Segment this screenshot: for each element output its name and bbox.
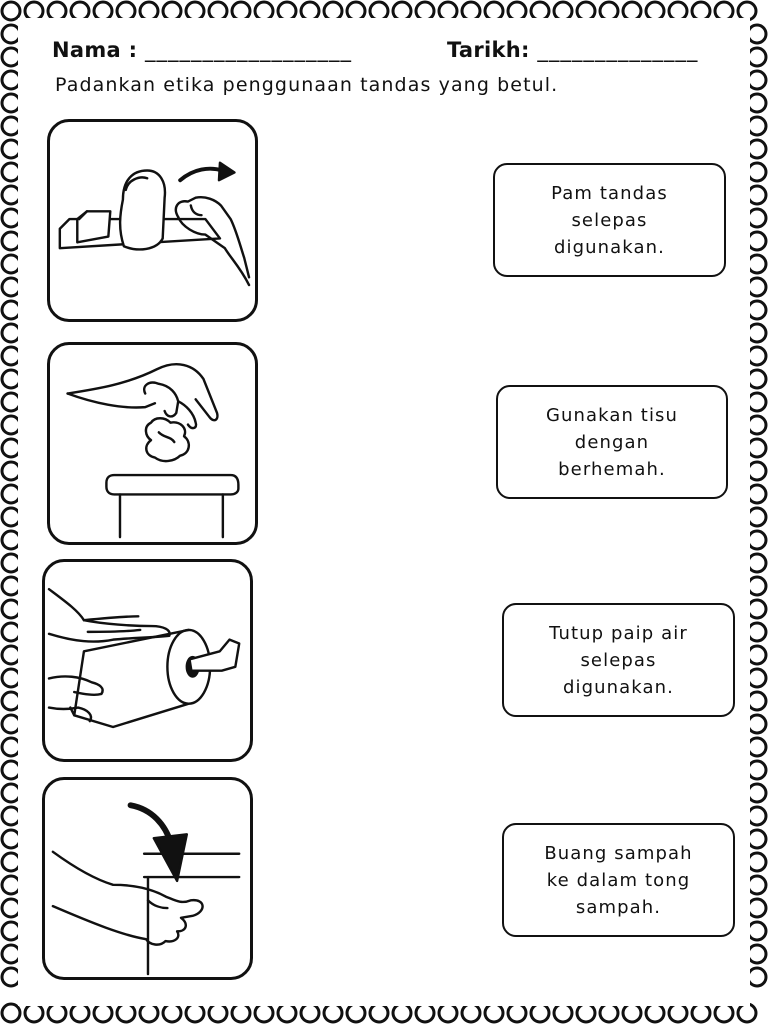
border-scallop (232, 2, 250, 20)
border-scallop (748, 48, 766, 66)
border-scallop (748, 71, 766, 89)
border-scallop (600, 1004, 618, 1022)
border-scallop (255, 2, 273, 20)
border-scallop (748, 278, 766, 296)
border-scallop (2, 278, 20, 296)
border-scallop (2, 508, 20, 526)
border-scallop (2, 577, 20, 595)
border-scallop (439, 1004, 457, 1022)
picture-card-tap[interactable] (47, 119, 258, 322)
border-scallop (2, 209, 20, 227)
border-scallop (2, 71, 20, 89)
border-scallop (748, 301, 766, 319)
border-scallop (71, 1004, 89, 1022)
border-scallop (209, 1004, 227, 1022)
border-scallop (646, 1004, 664, 1022)
border-scallop (748, 646, 766, 664)
border-scallop (623, 1004, 641, 1022)
border-scallop (370, 1004, 388, 1022)
border-scallop (2, 94, 20, 112)
border-scallop (370, 2, 388, 20)
border-scallop (748, 784, 766, 802)
border-scallop (2, 370, 20, 388)
border-scallop (715, 2, 733, 20)
border-scallop (748, 140, 766, 158)
border-scallop (462, 2, 480, 20)
border-scallop (748, 531, 766, 549)
border-scallop (748, 209, 766, 227)
border-scallop (669, 2, 687, 20)
border-scallop (748, 876, 766, 894)
border-scallop (2, 2, 20, 20)
border-scallop (2, 853, 20, 871)
border-scallop (163, 1004, 181, 1022)
border-scallop (25, 2, 43, 20)
border-scallop (577, 1004, 595, 1022)
border-scallop (2, 1004, 20, 1022)
border-scallop (393, 1004, 411, 1022)
picture-card-flush[interactable] (42, 777, 253, 980)
border-scallop (748, 255, 766, 273)
border-scallop (2, 531, 20, 549)
border-scallop (278, 2, 296, 20)
flush-toilet-icon (45, 780, 250, 977)
border-scallop (508, 2, 526, 20)
border-scallop (324, 2, 342, 20)
border-scallop (2, 623, 20, 641)
border-scallop (2, 163, 20, 181)
border-scallop (2, 899, 20, 917)
border-scallop (748, 899, 766, 917)
border-scallop (140, 1004, 158, 1022)
border-scallop (748, 853, 766, 871)
border-scallop (692, 2, 710, 20)
border-scallop (748, 830, 766, 848)
name-blank-line[interactable]: __________________ (144, 38, 352, 62)
border-scallop (748, 692, 766, 710)
answer-card-tissue[interactable]: Gunakan tisu dengan berhemah. (496, 385, 728, 499)
border-scallop (186, 2, 204, 20)
border-scallop (324, 1004, 342, 1022)
border-scallop (71, 2, 89, 20)
border-scallop (554, 1004, 572, 1022)
border-scallop (2, 876, 20, 894)
answer-card-flush[interactable]: Pam tandas selepas digunakan. (493, 163, 726, 277)
border-scallop (2, 485, 20, 503)
instruction-text: Padankan etika penggunaan tandas yang betul. (55, 74, 559, 96)
border-scallop (485, 1004, 503, 1022)
border-scallop (748, 163, 766, 181)
throw-rubbish-icon (50, 345, 255, 542)
border-scallop (531, 1004, 549, 1022)
picture-card-tissue[interactable] (42, 559, 253, 762)
border-scallop (748, 94, 766, 112)
border-scallop (554, 2, 572, 20)
date-blank-line[interactable]: ______________ (537, 38, 699, 62)
border-scallop (646, 2, 664, 20)
tissue-roll-icon (45, 562, 250, 759)
border-scallop (2, 186, 20, 204)
border-scallop (439, 2, 457, 20)
border-scallop (748, 968, 766, 986)
border-scallop (416, 1004, 434, 1022)
answer-card-rubbish[interactable]: Buang sampah ke dalam tong sampah. (502, 823, 735, 937)
border-scallop (748, 715, 766, 733)
border-scallop (2, 692, 20, 710)
border-scallop (48, 1004, 66, 1022)
border-scallop (2, 416, 20, 434)
border-scallop (2, 968, 20, 986)
border-scallop (2, 393, 20, 411)
border-scallop (462, 1004, 480, 1022)
border-scallop (748, 186, 766, 204)
border-scallop (748, 623, 766, 641)
border-scallop (748, 439, 766, 457)
border-scallop (2, 646, 20, 664)
border-scallop (301, 2, 319, 20)
border-scallop (692, 1004, 710, 1022)
border-scallop (2, 255, 20, 273)
border-scallop (2, 48, 20, 66)
border-scallop (301, 1004, 319, 1022)
border-scallop (2, 669, 20, 687)
border-scallop (2, 324, 20, 342)
border-scallop (117, 1004, 135, 1022)
border-scallop (2, 784, 20, 802)
border-scallop (748, 945, 766, 963)
answer-card-tap[interactable]: Tutup paip air selepas digunakan. (502, 603, 735, 717)
border-scallop (748, 370, 766, 388)
border-scallop (748, 738, 766, 756)
border-scallop (2, 462, 20, 480)
border-scallop (2, 301, 20, 319)
turn-off-tap-icon (50, 122, 255, 319)
border-scallop (600, 2, 618, 20)
border-scallop (94, 2, 112, 20)
border-scallop (163, 2, 181, 20)
name-field[interactable] (52, 38, 352, 62)
border-scallop (2, 761, 20, 779)
border-scallop (2, 600, 20, 618)
border-scallop (2, 807, 20, 825)
border-scallop (2, 554, 20, 572)
border-scallop (347, 1004, 365, 1022)
border-scallop (2, 25, 20, 43)
border-scallop (94, 1004, 112, 1022)
border-scallop (748, 117, 766, 135)
border-scallop (2, 439, 20, 457)
border-scallop (748, 416, 766, 434)
border-scallop (748, 577, 766, 595)
date-label: Tarikh: (447, 38, 530, 62)
border-scallop (748, 485, 766, 503)
border-scallop (48, 2, 66, 20)
border-scallop (485, 2, 503, 20)
border-scallop (2, 830, 20, 848)
border-scallop (748, 554, 766, 572)
border-scallop (748, 508, 766, 526)
border-scallop (748, 761, 766, 779)
border-scallop (25, 1004, 43, 1022)
border-scallop (669, 1004, 687, 1022)
border-scallop (209, 2, 227, 20)
border-scallop (2, 922, 20, 940)
date-field[interactable] (447, 38, 698, 62)
border-scallop (715, 1004, 733, 1022)
border-scallop (255, 1004, 273, 1022)
border-scallop (117, 2, 135, 20)
border-scallop (2, 715, 20, 733)
name-label: Nama : (52, 38, 138, 62)
border-scallop (186, 1004, 204, 1022)
border-scallop (2, 945, 20, 963)
border-scallop (738, 1004, 756, 1022)
border-scallop (577, 2, 595, 20)
border-scallop (278, 1004, 296, 1022)
border-scallop (738, 2, 756, 20)
border-scallop (748, 347, 766, 365)
border-scallop (748, 232, 766, 250)
border-scallop (748, 807, 766, 825)
border-scallop (508, 1004, 526, 1022)
border-scallop (232, 1004, 250, 1022)
border-scallop (748, 922, 766, 940)
border-scallop (2, 140, 20, 158)
border-scallop (2, 738, 20, 756)
border-scallop (748, 324, 766, 342)
border-scallop (748, 25, 766, 43)
border-scallop (748, 600, 766, 618)
border-scallop (140, 2, 158, 20)
border-scallop (623, 2, 641, 20)
border-scallop (2, 347, 20, 365)
border-scallop (531, 2, 549, 20)
picture-card-rubbish[interactable] (47, 342, 258, 545)
border-scallop (393, 2, 411, 20)
border-scallop (416, 2, 434, 20)
border-scallop (2, 232, 20, 250)
border-scallop (748, 393, 766, 411)
border-scallop (2, 117, 20, 135)
border-scallop (748, 669, 766, 687)
border-scallop (347, 2, 365, 20)
border-scallop (748, 462, 766, 480)
